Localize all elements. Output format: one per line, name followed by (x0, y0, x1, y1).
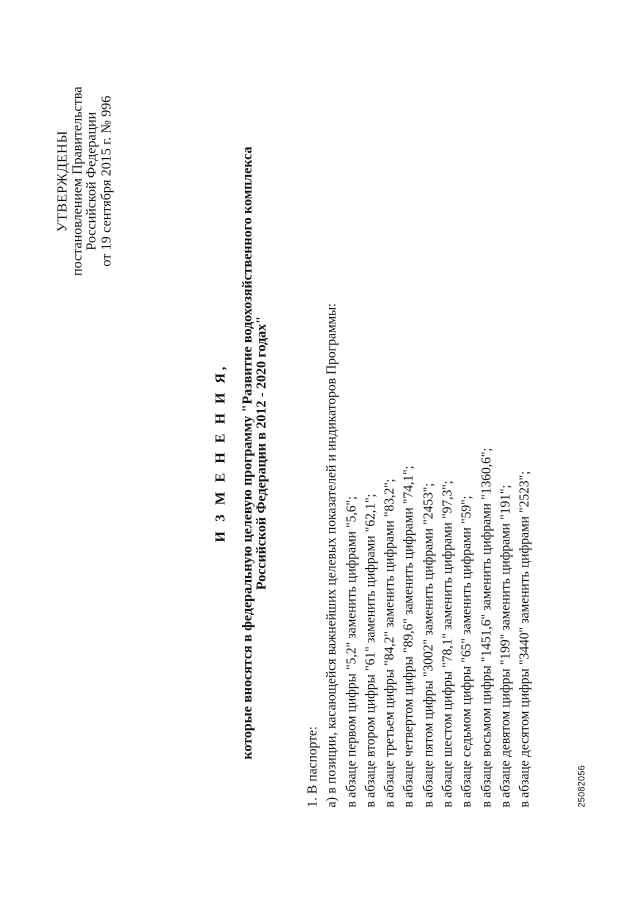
document-stamp: 25082056 (576, 764, 586, 807)
body-line: в абзаце четвертом цифры "89,6" заменить цифрами "74,1"; (400, 465, 416, 807)
approval-line: Российской Федерации (84, 111, 99, 250)
body-line: в абзаце первом цифры "5,2" заменить цифрами "5,6"; (342, 495, 358, 807)
title-word: И З М Е Н Е Н И Я, (213, 363, 228, 542)
body-line: в абзаце пятом цифры "3002" заменить цифрами "2453"; (419, 482, 435, 807)
body-line: а) в позиции, касающейся важнейших целевых показателей и индикаторов Программы: (323, 302, 339, 807)
approval-heading: УТВЕРЖДЕНЫ (55, 129, 70, 232)
approval-line: от 19 сентября 2015 г. № 996 (98, 95, 114, 267)
body-line: 1. В паспорте: (304, 725, 319, 807)
title-line: которые вносятся в федеральную целевую программу "Развитие водохозяйственного комплекса (239, 146, 255, 759)
body-line: в абзаце девятом цифры "199" заменить цифрами "191"; (496, 484, 512, 807)
body-line: в абзаце втором цифры "61" заменить цифрами "62,1"; (361, 493, 377, 807)
body-line: в абзаце третьем цифры "84,2" заменить цифрами "83,2"; (381, 478, 397, 807)
approval-block (56, 86, 114, 275)
body-line: в абзаце восьмом цифры "1451,6" заменить цифрами "1360,6"; (477, 447, 493, 807)
body-line: в абзаце десятом цифры "3440" заменить цифрами "2523"; (516, 470, 532, 807)
body-line: в абзаце седьмом цифры "65" заменить цифрами "59"; (458, 495, 474, 807)
title-line: Российской Федерации в 2012 - 2020 годах" (254, 315, 269, 590)
document-title (214, 80, 270, 825)
approval-line: постановлением Правительства (69, 86, 85, 276)
body-line: в абзаце шестом цифры "78,1" заменить цифрами "97,3"; (439, 479, 455, 807)
document-body (302, 60, 534, 807)
